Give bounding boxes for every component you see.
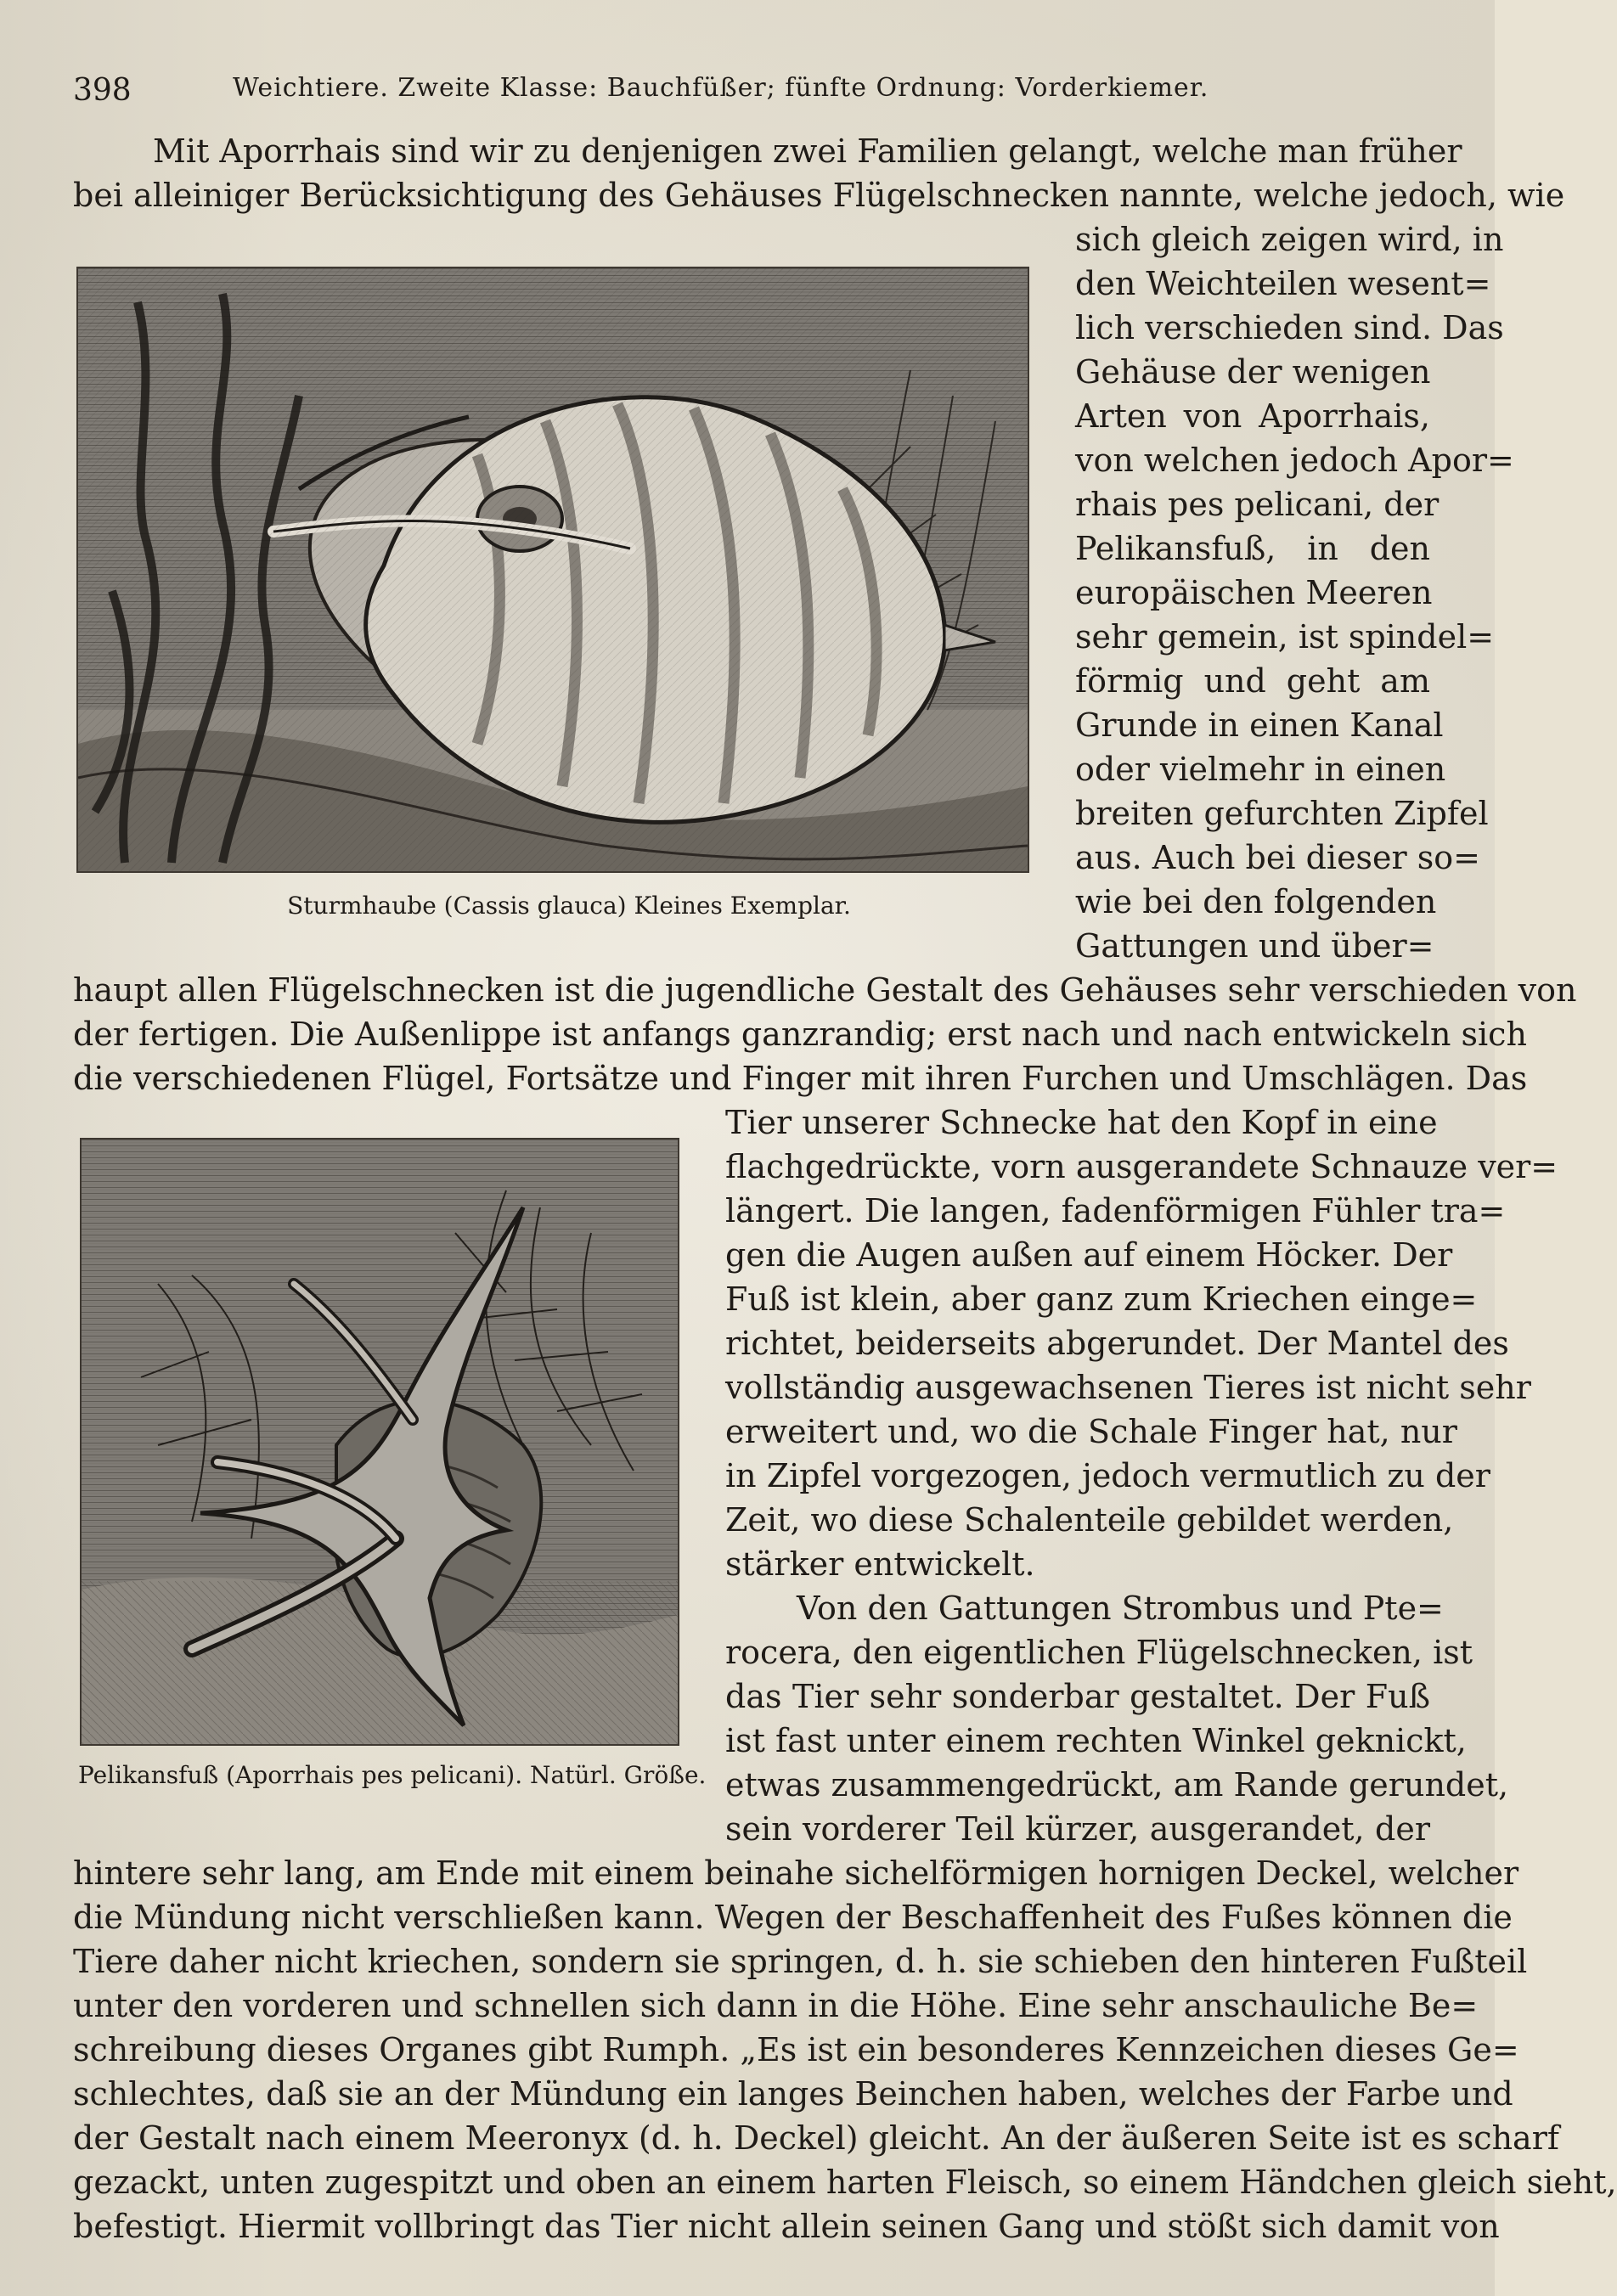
body-line: Tiere daher nicht kriechen, sondern sie springen, d. h. sie schieben den hinteren Fußteil [73, 1943, 1528, 1980]
running-title: Weichtiere. Zweite Klasse: Bauchfüßer; fünfte Ordnung: Vorderkiemer. [233, 73, 1209, 103]
body-line: europäischen Meeren [1075, 574, 1433, 611]
body-line: das Tier sehr sonderbar gestaltet. Der Fuß [725, 1678, 1430, 1715]
body-line: rhais pes pelicani, der [1075, 486, 1440, 523]
body-line: wie bei den folgenden [1075, 883, 1437, 920]
body-line: breiten gefurchten Zipfel [1075, 795, 1489, 832]
body-line: in Zipfel vorgezogen, jedoch vermutlich zu der [725, 1457, 1490, 1494]
body-line: schlechtes, daß sie an der Mündung ein langes Beinchen haben, welches der Farbe und [73, 2075, 1513, 2113]
body-line: Gehäuse der wenigen [1075, 353, 1431, 391]
body-line: schreibung dieses Organes gibt Rumph. „Es ist ein besonderes Kennzeichen dieses Ge= [73, 2031, 1519, 2068]
body-line: erweitert und, wo die Schale Finger hat, nur [725, 1413, 1457, 1450]
body-line: aus. Auch bei dieser so= [1075, 839, 1481, 876]
body-line: richtet, beiderseits abgerundet. Der Mantel des [725, 1325, 1509, 1362]
body-line: förmig und geht am [1075, 662, 1430, 700]
body-line: der Gestalt nach einem Meeronyx (d. h. Deckel) gleicht. An der äußeren Seite ist es scharf [73, 2119, 1559, 2157]
body-line: gezackt, unten zugespitzt und oben an einem harten Fleisch, so einem Händchen gleich sieht, [73, 2164, 1617, 2201]
body-line: von welchen jedoch Apor= [1075, 442, 1514, 479]
body-line: Von den Gattungen Strombus und Pte= [797, 1590, 1444, 1627]
body-line: Fuß ist klein, aber ganz zum Kriechen einge= [725, 1280, 1478, 1318]
body-line: die verschiedenen Flügel, Fortsätze und Finger mit ihren Furchen und Umschlägen. Das [73, 1060, 1528, 1097]
body-line: längert. Die langen, fadenförmigen Fühler tra= [725, 1192, 1506, 1230]
cassis-illustration [78, 268, 1028, 871]
body-line: oder vielmehr in einen [1075, 751, 1446, 788]
body-line: gen die Augen außen auf einem Höcker. Der [725, 1236, 1453, 1274]
page-number: 398 [73, 73, 132, 108]
body-line: unter den vorderen und schnellen sich dann in die Höhe. Eine sehr anschauliche Be= [73, 1987, 1479, 2024]
body-line: Zeit, wo diese Schalenteile gebildet werden, [725, 1501, 1454, 1539]
body-line: Pelikansfuß, in den [1075, 530, 1430, 567]
body-line: befestigt. Hiermit vollbringt das Tier nicht allein seinen Gang und stößt sich damit von [73, 2208, 1500, 2245]
figure-caption-cassis: Sturmhaube (Cassis glauca) Kleines Exemplar. [287, 892, 851, 920]
body-line: vollständig ausgewachsenen Tieres ist nicht sehr [725, 1369, 1531, 1406]
body-line: der fertigen. Die Außenlippe ist anfangs ganzrandig; erst nach und nach entwickeln sich [73, 1016, 1527, 1053]
figure-cassis-glauca [76, 267, 1029, 873]
body-line: sich gleich zeigen wird, in [1075, 221, 1504, 258]
body-line: den Weichteilen wesent= [1075, 265, 1491, 302]
body-line: stärker entwickelt. [725, 1545, 1035, 1583]
body-line: sehr gemein, ist spindel= [1075, 618, 1495, 656]
figure-caption-aporrhais: Pelikansfuß (Aporrhais pes pelicani). Natürl. Größe. [78, 1761, 707, 1789]
body-line: Arten von Aporrhais, [1075, 397, 1430, 435]
aporrhais-illustration [82, 1140, 678, 1744]
figure-aporrhais-pes-pelicani [80, 1138, 679, 1746]
running-head [73, 73, 1449, 115]
body-line: rocera, den eigentlichen Flügelschnecken, ist [725, 1634, 1473, 1671]
body-line: bei alleiniger Berücksichtigung des Gehäuses Flügelschnecken nannte, welche jedoch, wie [73, 177, 1565, 214]
body-line: hintere sehr lang, am Ende mit einem beinahe sichelförmigen hornigen Deckel, welcher [73, 1854, 1519, 1892]
body-line: lich verschieden sind. Das [1075, 309, 1504, 346]
body-line: flachgedrückte, vorn ausgerandete Schnauze ver= [725, 1148, 1558, 1185]
body-line: ist fast unter einem rechten Winkel geknickt, [725, 1722, 1467, 1759]
body-line: Grunde in einen Kanal [1075, 706, 1444, 744]
body-line: sein vorderer Teil kürzer, ausgerandet, der [725, 1810, 1430, 1848]
body-line: Tier unserer Schnecke hat den Kopf in eine [725, 1104, 1438, 1141]
body-line: Gattungen und über= [1075, 927, 1434, 965]
body-line: etwas zusammengedrückt, am Rande gerundet, [725, 1766, 1509, 1804]
body-line: Mit Aporrhais sind wir zu denjenigen zwei Familien gelangt, welche man früher [153, 132, 1462, 170]
body-line: haupt allen Flügelschnecken ist die jugendliche Gestalt des Gehäuses sehr verschieden von [73, 971, 1577, 1009]
body-line: die Mündung nicht verschließen kann. Wegen der Beschaffenheit des Fußes können die [73, 1899, 1513, 1936]
